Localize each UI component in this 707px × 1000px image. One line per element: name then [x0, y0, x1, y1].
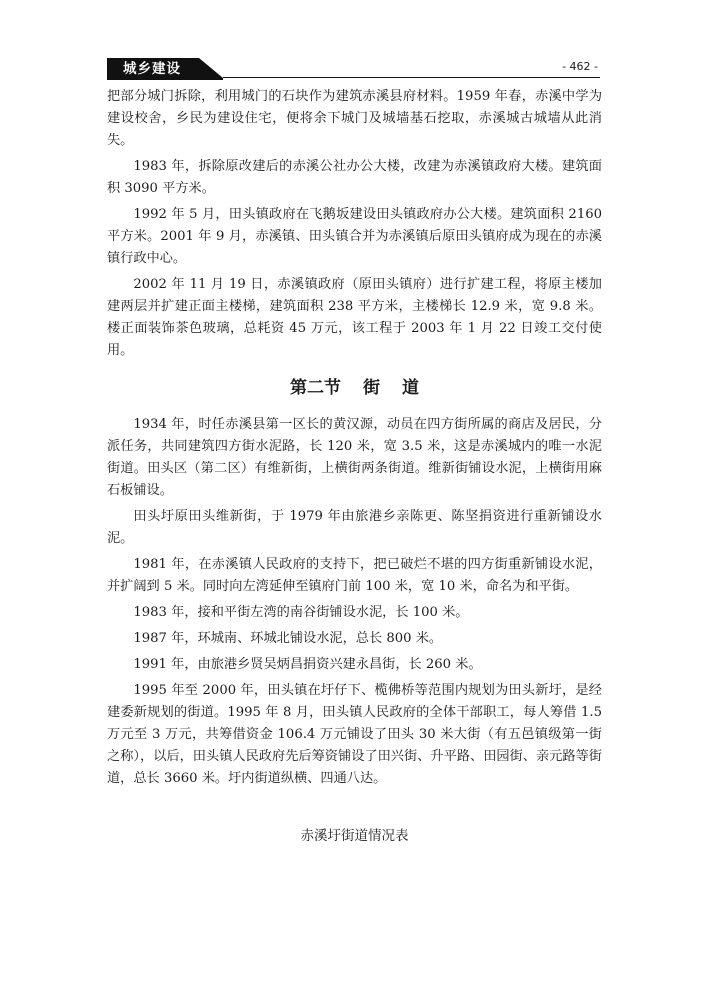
paragraph: 1934 年，时任赤溪县第一区长的黄汉源，动员在四方街所属的商店及居民，分派任务，共同建筑四方街水泥路，长 120 米，宽 3.5 米，这是赤溪城内的唯一水泥街道。田头区（第二区）有维新街，上横街两条街道。维新街铺设水泥，上横街用麻石板铺设。	[107, 417, 602, 498]
page-number: - 462 -	[562, 60, 598, 73]
paragraph: 1981 年，在赤溪镇人民政府的支持下，把已破烂不堪的四方街重新铺设水泥，并扩阔到 5 米。同时向左湾延伸至镇府门前 100 米，宽 10 米，命名为和平街。	[107, 557, 602, 594]
section-number: 第二节	[290, 378, 341, 398]
paragraph: 1983 年，拆除原改建后的赤溪公社办公大楼，改建为赤溪镇政府大楼。建筑面积 3090 平方米。	[107, 159, 602, 196]
section-title-char: 道	[402, 378, 419, 398]
header-tab	[107, 58, 223, 80]
paragraph: 1983 年，接和平街左湾的南谷街铺设水泥，长 100 米。	[133, 605, 469, 620]
section-title-char: 街	[363, 378, 380, 398]
page-content	[107, 86, 602, 794]
table-caption: 赤溪圩街道情况表	[300, 828, 409, 844]
header-rule	[223, 77, 600, 79]
paragraph: 田头圩原田头维新街，于 1979 年由旅港乡亲陈更、陈坚捐资进行重新铺设水泥。	[107, 509, 602, 546]
paragraph: 1991 年，由旅港乡贤吴炳昌捐资兴建永昌街，长 260 米。	[133, 657, 482, 672]
header-section-label: 城乡建设	[123, 61, 181, 77]
paragraph: 把部分城门拆除，利用城门的石块作为建筑赤溪县府材料。1959 年春，赤溪中学为建设校舍，乡民为建设住宅，便将余下城门及城墙基石挖取，赤溪城古城墙从此消失。	[107, 89, 602, 148]
paragraph: 1992 年 5 月，田头镇政府在飞鹅坂建设田头镇政府办公大楼。建筑面积 2160 平方米。2001 年 9 月，赤溪镇、田头镇合并为赤溪镇后原田头镇府成为现在的赤溪镇行政中心。	[107, 207, 602, 266]
paragraph: 1995 年至 2000 年，田头镇在圩仔下、榄佛桥等范围内规划为田头新圩，是经建委新规划的街道。1995 年 8 月，田头镇人民政府的全体干部职工，每人筹借 1.5 万元至 3 万元，共筹借资金 106.4 万元铺设了田头 30 米大街（有五邑镇级第一街之称），以后，田头镇人民政府先后筹资铺设了田兴街、升平路、田园街、亲元路等街道，总长 3660 米。圩内街道纵横、四通八达。	[107, 683, 602, 786]
section-title	[107, 372, 602, 404]
paragraph: 2002 年 11 月 19 日，赤溪镇政府（原田头镇府）进行扩建工程，将原主楼加建两层并扩建正面主楼梯，建筑面积 238 平方米，主楼梯长 12.9 米，宽 9.8 米。楼正面装饰茶色玻璃，总耗资 45 万元，该工程于 2003 年 1 月 22 日竣工交付使用。	[107, 277, 602, 358]
paragraph: 1987 年，环城南、环城北铺设水泥，总长 800 米。	[133, 631, 443, 646]
running-header	[107, 58, 600, 80]
